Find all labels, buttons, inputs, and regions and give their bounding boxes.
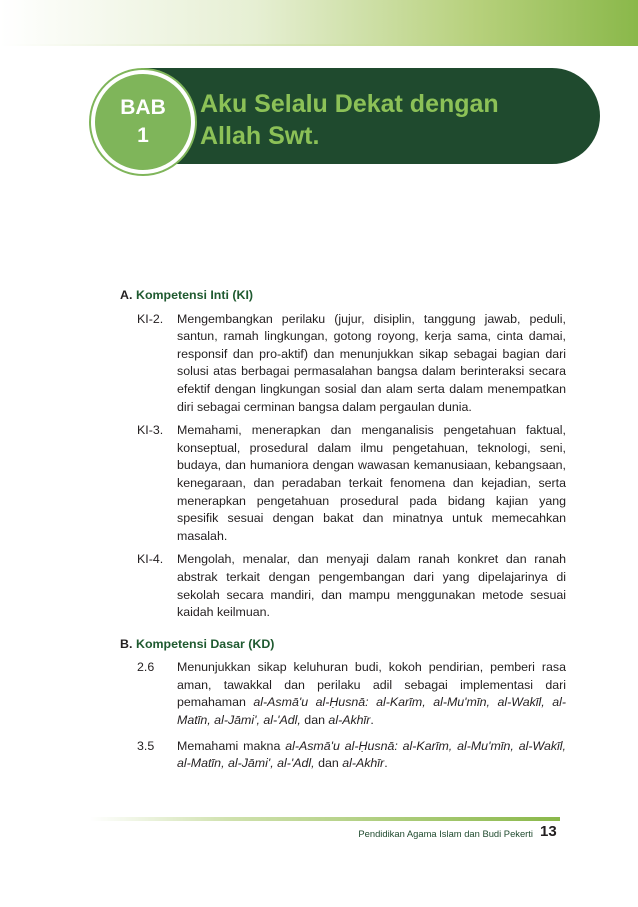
kd-text-italic: al-Asmā'u al-Ḥusnā: al-Karīm, al-Mu'mīn, al-Wakīl, al-Matīn, al-Jāmi', al-'Adl, [177, 695, 567, 728]
ki-code: KI-2. [137, 311, 164, 326]
kd-text-italic: al-Asmā'u al-Ḥusnā: al-Karīm, al-Mu'mīn, al-Wakīl, al-Matīn, al-Jāmi', al-'Adl, [177, 738, 566, 771]
kd-text-plain: Menunjukkan sikap keluhuran budi, kokoh pendirian, pemberi rasa aman, tawakkal dan perilaku adil sebagai implementasi dari pemahaman [177, 660, 566, 710]
section-b-heading [120, 636, 566, 654]
header-decoration-line [0, 44, 638, 46]
ki-text: Mengembangkan perilaku (jujur, disiplin, tanggung jawab, peduli, santun, ramah lingkungan, gotong royong, kerja sama, cinta damai, responsif dan pro-aktif) dan menunjukkan sikap sebagai bagian dari solusi atas berbagai permasalahan bangsa dalam berinteraksi secara efektif dengan lingkungan sosial dan alam serta dalam menempatkan diri sebagai cerminan bangsa dalam pergaulan dunia. [177, 311, 566, 414]
kd-item [120, 738, 566, 773]
section-b-letter: B. [120, 636, 133, 651]
kd-text-and: dan [300, 713, 329, 728]
page-number: 13 [540, 823, 557, 840]
section-a-title: Kompetensi Inti (KI) [136, 288, 254, 302]
kd-text [177, 659, 566, 729]
ki-text: Memahami, menerapkan dan menganalisis pengetahuan faktual, konseptual, prosedural dalam ilmu pengetahuan, teknologi, seni, budaya, dan humaniora dengan wawasan kemanusiaan, kebangsaan, kenegaraan, dan peradaban terkait fenomena dan kejadian, serta menerapkan pengetahuan prosedural pada bidang kajian yang spesifik sesuai dengan bakat dan minatnya untuk memecahkan masalah. [177, 423, 566, 543]
kd-text-last: al-Akhīr [342, 756, 385, 771]
kd-text-end: . [384, 756, 388, 771]
section-b-title: Kompetensi Dasar (KD) [136, 636, 275, 651]
footer-book-title: Pendidikan Agama Islam dan Budi Pekerti [358, 828, 533, 839]
chapter-badge-label: BAB [120, 96, 166, 119]
kd-text-plain: Memahami makna [177, 738, 286, 753]
chapter-badge [91, 70, 195, 174]
header-decoration-band [0, 0, 638, 44]
ki-code: KI-3. [137, 423, 164, 438]
ki-item [120, 422, 566, 545]
kd-text-last: al-Akhīr [328, 713, 371, 728]
footer-decoration-line [90, 817, 560, 821]
kd-code: 3.5 [137, 738, 155, 753]
ki-item [120, 551, 566, 621]
kd-text-and: dan [314, 756, 343, 771]
chapter-badge-number: 1 [137, 124, 149, 147]
chapter-title [200, 88, 580, 152]
kd-item [120, 659, 566, 729]
kd-code: 2.6 [137, 660, 155, 675]
kd-text [177, 738, 566, 773]
section-a-letter: A. [120, 288, 133, 302]
chapter-title-line1: Aku Selalu Dekat dengan [200, 90, 499, 118]
page-content [120, 287, 566, 781]
ki-item [120, 311, 566, 417]
section-a-heading [120, 287, 566, 305]
kd-text-end: . [370, 713, 374, 728]
ki-text: Mengolah, menalar, dan menyaji dalam ranah konkret dan ranah abstrak terkait dengan pengembangan dari yang dipelajarinya di sekolah secara mandiri, dan mampu menggunakan metode sesuai kaidah keilmuan. [177, 552, 566, 620]
ki-code: KI-4. [137, 552, 164, 567]
chapter-title-line2: Allah Swt. [200, 122, 320, 150]
